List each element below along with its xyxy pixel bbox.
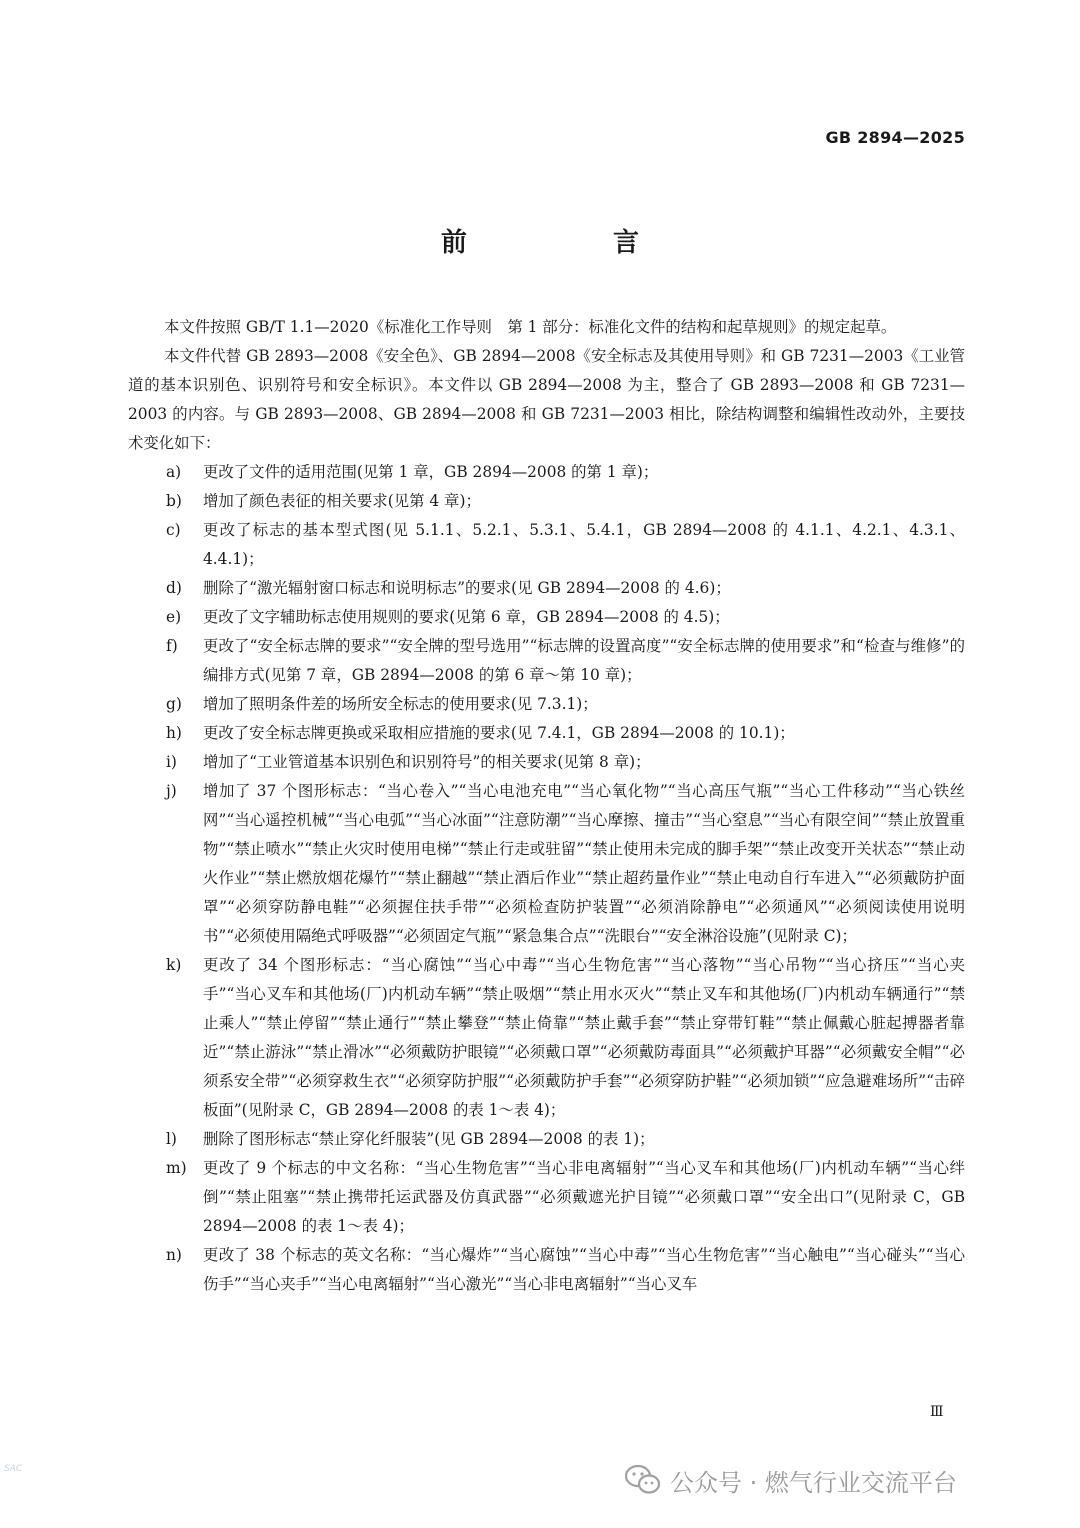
list-item-text: 更改了文件的适用范围(见第 1 章，GB 2894—2008 的第 1 章)； <box>203 463 659 481</box>
list-item <box>128 1241 965 1299</box>
list-item <box>128 951 965 1125</box>
list-item-text: 删除了图形标志“禁止穿化纤服装”(见 GB 2894—2008 的表 1)； <box>203 1130 655 1148</box>
list-item-text: 更改了 9 个标志的中文名称：“当心生物危害”“当心非电离辐射”“当心叉车和其他场(厂)内机动车辆”“当心绊倒”“禁止阻塞”“禁止携带托运武器及仿真武器”“必须戴遮光护目镜”“必须戴口罩”“安全出口”(见附录 C，GB 2894—2008 的表 1～表 4)； <box>203 1159 965 1235</box>
list-item-marker: g) <box>166 695 182 713</box>
list-item-marker: d) <box>166 579 182 597</box>
list-item-marker: k) <box>166 956 182 974</box>
list-item <box>128 574 965 603</box>
list-item <box>128 1154 965 1241</box>
list-item <box>128 516 965 574</box>
list-item <box>128 690 965 719</box>
standard-number: GB 2894—2025 <box>825 128 965 147</box>
document-body <box>128 313 965 1299</box>
list-item-text: 更改了文字辅助标志使用规则的要求(见第 6 章，GB 2894—2008 的 4.5)； <box>203 608 730 626</box>
change-list <box>128 458 965 1299</box>
list-item-marker: l) <box>166 1130 177 1148</box>
list-item <box>128 1125 965 1154</box>
list-item-text: 增加了照明条件差的场所安全标志的使用要求(见 7.3.1)； <box>203 695 598 713</box>
list-item-text: 增加了“工业管道基本识别色和识别符号”的相关要求(见第 8 章)； <box>203 753 651 771</box>
list-item-marker: i) <box>166 753 177 771</box>
wechat-icon <box>624 1463 662 1497</box>
list-item-marker: e) <box>166 608 182 626</box>
list-item-text: 增加了颜色表征的相关要求(见第 4 章)； <box>203 492 481 510</box>
list-item-marker: h) <box>166 724 182 742</box>
list-item-text: 更改了 38 个标志的英文名称：“当心爆炸”“当心腐蚀”“当心中毒”“当心生物危害”“当心触电”“当心碰头”“当心伤手”“当心夹手”“当心电离辐射”“当心激光”“当心非电离辐射”“当心叉车 <box>203 1246 965 1293</box>
list-item-marker: f) <box>166 637 178 655</box>
list-item-marker: j) <box>166 782 177 800</box>
list-item-marker: m) <box>166 1159 187 1177</box>
list-item-text: 更改了安全标志牌更换或采取相应措施的要求(见 7.4.1，GB 2894—2008 的 10.1)； <box>203 724 795 742</box>
list-item-marker: b) <box>166 492 182 510</box>
list-item-text: 更改了标志的基本型式图(见 5.1.1、5.2.1、5.3.1、5.4.1，GB 2894—2008 的 4.1.1、4.2.1、4.3.1、4.4.1)； <box>203 521 965 568</box>
watermark <box>624 1460 957 1500</box>
list-item-text: 更改了“安全标志牌的要求”“安全牌的型号选用”“标志牌的设置高度”“安全标志牌的使用要求”和“检查与维修”的编排方式(见第 7 章，GB 2894—2008 的第 6 章～第 10 章)； <box>203 637 965 684</box>
list-item-marker: a) <box>166 463 182 481</box>
list-item <box>128 632 965 690</box>
list-item <box>128 487 965 516</box>
page-title: 前 言 <box>440 228 699 258</box>
list-item <box>128 777 965 951</box>
paragraph: 本文件按照 GB/T 1.1—2020《标准化工作导则 第 1 部分：标准化文件的结构和起草规则》的规定起草。 <box>164 318 897 336</box>
list-item <box>128 719 965 748</box>
sac-logo: SAC <box>4 1464 23 1474</box>
list-item-text: 更改了 34 个图形标志：“当心腐蚀”“当心中毒”“当心生物危害”“当心落物”“当心吊物”“当心挤压”“当心夹手”“当心叉车和其他场(厂)内机动车辆”“禁止吸烟”“禁止用水灭火”“禁止叉车和其他场(厂)内机动车辆通行”“禁止乘人”“禁止停留”“禁止通行”“禁止攀登”“禁止倚靠”“禁止戴手套”“禁止穿带钉鞋”“禁止佩戴心脏起搏器者靠近”“禁止游泳”“禁止滑冰”“必须戴防护眼镜”“必须戴口罩”“必须戴防毒面具”“必须戴护耳器”“必须戴安全帽”“必须系安全带”“必须穿救生衣”“必须穿防护服”“必须戴防护手套”“必须穿防护鞋”“必须加锁”“应急避难场所”“击碎板面”(见附录 C，GB 2894—2008 的表 1～表 4)； <box>203 956 965 1119</box>
list-item-marker: n) <box>166 1246 182 1264</box>
list-item-text: 删除了“激光辐射窗口标志和说明标志”的要求(见 GB 2894—2008 的 4.6)； <box>203 579 731 597</box>
list-item <box>128 458 965 487</box>
page-number: Ⅲ <box>930 1404 944 1420</box>
paragraph: 本文件代替 GB 2893—2008《安全色》、GB 2894—2008《安全标志及其使用导则》和 GB 7231—2003《工业管道的基本识别色、识别符号和安全标识》。本文件以 GB 2894—2008 为主，整合了 GB 2893—2008 和 GB 7231—2003 的内容。与 GB 2893—2008、GB 2894—2008 和 GB 7231—2003 相比，除结构调整和编辑性改动外，主要技术变化如下： <box>128 347 965 452</box>
list-item-marker: c) <box>166 521 181 539</box>
list-item <box>128 603 965 632</box>
watermark-text: 公众号 · 燃气行业交流平台 <box>670 1468 957 1497</box>
list-item <box>128 748 965 777</box>
list-item-text: 增加了 37 个图形标志：“当心卷入”“当心电池充电”“当心氧化物”“当心高压气瓶”“当心工件移动”“当心铁丝网”“当心遥控机械”“当心电弧”“当心冰面”“注意防潮”“当心摩擦、撞击”“当心窒息”“当心有限空间”“禁止放置重物”“禁止喷水”“禁止火灾时使用电梯”“禁止行走或驻留”“禁止使用未完成的脚手架”“禁止改变开关状态”“禁止动火作业”“禁止燃放烟花爆竹”“禁止翻越”“禁止酒后作业”“禁止超药量作业”“禁止电动自行车进入”“必须戴防护面罩”“必须穿防静电鞋”“必须握住扶手带”“必须检查防护装置”“必须消除静电”“必须通风”“必须阅读使用说明书”“必须使用隔绝式呼吸器”“必须固定气瓶”“紧急集合点”“洗眼台”“安全淋浴设施”(见附录 C)； <box>203 782 965 945</box>
